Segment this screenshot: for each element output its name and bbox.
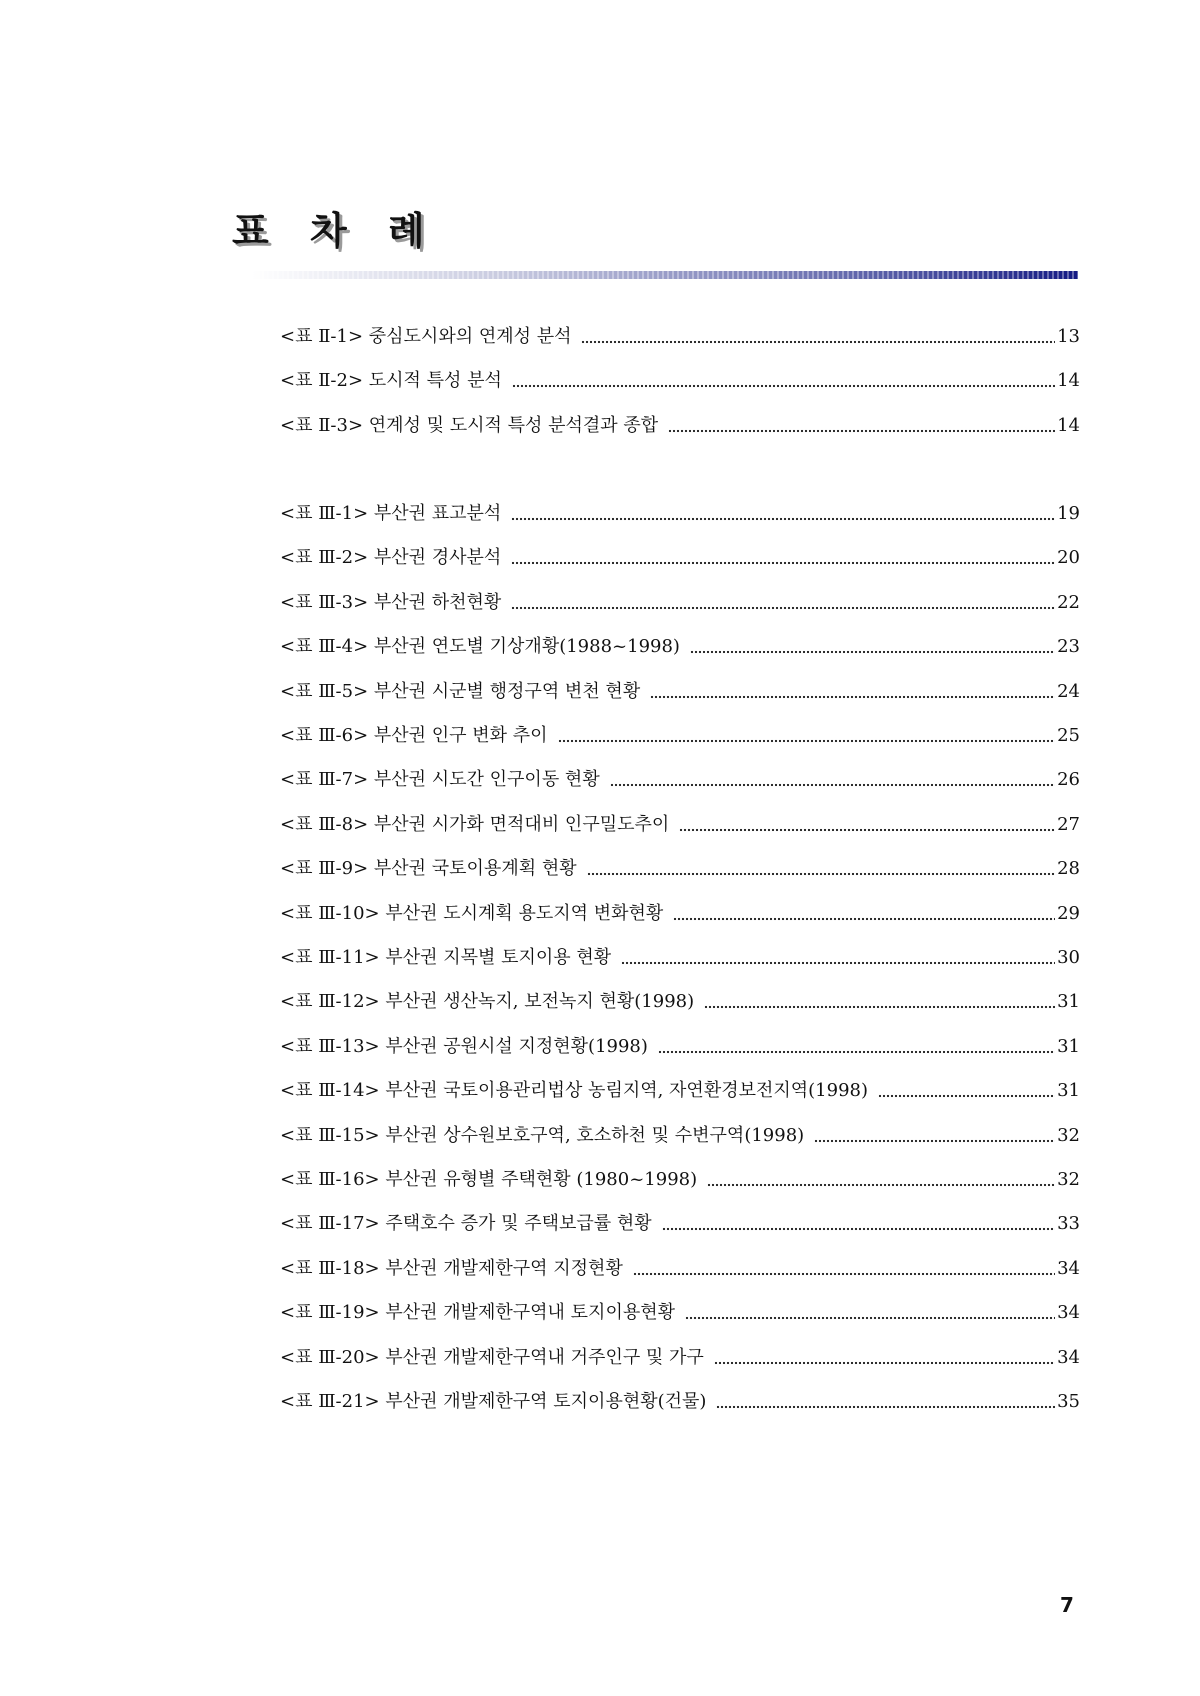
page-title: 표 차 례 xyxy=(232,209,439,253)
toc-entry-label: <표 Ⅲ-1> 부산권 표고분석 xyxy=(280,503,502,524)
toc-entry[interactable] xyxy=(280,721,1080,751)
toc-entry-label: <표 Ⅲ-13> 부산권 공원시설 지정현황(1998) xyxy=(280,1035,648,1057)
dot-leader xyxy=(633,1265,1055,1276)
toc-entry[interactable] xyxy=(280,899,1080,929)
toc-entry[interactable] xyxy=(280,854,1080,884)
toc-entry-label: <표 Ⅲ-10> 부산권 도시계획 용도지역 변화현황 xyxy=(280,902,664,924)
page-number: 7 xyxy=(1060,1593,1074,1617)
toc-entry[interactable] xyxy=(280,1076,1080,1106)
toc-entry[interactable] xyxy=(280,411,1080,441)
toc-entry[interactable] xyxy=(280,366,1080,396)
toc-entry-page: 34 xyxy=(1057,1346,1080,1368)
toc-entry-page: 14 xyxy=(1057,370,1080,392)
toc-entry[interactable] xyxy=(280,588,1080,618)
toc-entry[interactable] xyxy=(280,765,1080,795)
toc-entry-label: <표 Ⅲ-7> 부산권 시도간 인구이동 현황 xyxy=(280,769,600,791)
toc-entry-page: 25 xyxy=(1057,725,1080,746)
toc-entry[interactable] xyxy=(280,1254,1080,1284)
toc-entry-page: 32 xyxy=(1057,1169,1080,1190)
toc-entry-page: 26 xyxy=(1057,769,1080,791)
toc-entry-page: 23 xyxy=(1057,636,1080,658)
toc-entry-page: 29 xyxy=(1057,902,1080,924)
toc-entry[interactable] xyxy=(280,943,1080,973)
toc-entry[interactable] xyxy=(280,677,1080,707)
toc-entry-label: <표 Ⅲ-9> 부산권 국토이용계획 현황 xyxy=(280,858,577,880)
toc-entry-page: 27 xyxy=(1057,813,1080,835)
dot-leader xyxy=(512,377,1055,388)
toc-entry-label: <표 Ⅲ-3> 부산권 하천현황 xyxy=(280,591,502,613)
toc-entry-label: <표 Ⅱ-1> 중심도시와의 연계성 분석 xyxy=(280,326,572,347)
toc-entry[interactable] xyxy=(280,1032,1080,1062)
dot-leader xyxy=(587,865,1055,876)
toc-entry-page: 33 xyxy=(1057,1213,1080,1235)
dot-leader xyxy=(610,776,1055,787)
toc-entry-page: 22 xyxy=(1057,591,1080,613)
dot-leader xyxy=(714,1354,1055,1365)
toc-entry-page: 31 xyxy=(1057,991,1080,1013)
toc-entry[interactable] xyxy=(280,810,1080,840)
toc-entry[interactable] xyxy=(280,543,1080,573)
dot-leader xyxy=(679,821,1055,832)
dot-leader xyxy=(878,1087,1055,1098)
toc-entry[interactable] xyxy=(280,632,1080,662)
dot-leader xyxy=(658,1043,1055,1054)
toc-entry[interactable] xyxy=(280,1165,1080,1195)
toc-entry-page: 20 xyxy=(1057,547,1080,569)
dot-leader xyxy=(685,1309,1055,1320)
toc-entry-page: 30 xyxy=(1057,947,1080,968)
dot-leader xyxy=(690,643,1055,654)
toc-entry-label: <표 Ⅲ-8> 부산권 시가화 면적대비 인구밀도추이 xyxy=(280,813,670,835)
toc-entry-label: <표 Ⅲ-20> 부산권 개발제한구역내 거주인구 및 가구 xyxy=(280,1346,704,1368)
dot-leader xyxy=(704,998,1055,1009)
dot-leader xyxy=(511,599,1055,610)
toc-entry[interactable] xyxy=(280,987,1080,1017)
toc-entry-page: 31 xyxy=(1057,1080,1080,1102)
toc-entry-page: 14 xyxy=(1057,414,1080,436)
table-of-tables xyxy=(280,0,1080,1696)
toc-entry-page: 13 xyxy=(1057,326,1080,347)
dot-leader xyxy=(707,1176,1055,1187)
toc-entry-page: 32 xyxy=(1057,1124,1080,1146)
toc-entry-label: <표 Ⅲ-5> 부산권 시군별 행정구역 변천 현황 xyxy=(280,680,641,702)
dot-leader xyxy=(621,954,1055,965)
toc-entry-label: <표 Ⅲ-16> 부산권 유형별 주택현황 (1980~1998) xyxy=(280,1169,698,1190)
toc-entry[interactable] xyxy=(280,1387,1080,1417)
toc-entry-page: 35 xyxy=(1057,1391,1080,1412)
dot-leader xyxy=(668,422,1055,433)
toc-entry-page: 31 xyxy=(1057,1035,1080,1057)
toc-entry-label: <표 Ⅲ-12> 부산권 생산녹지, 보전녹지 현황(1998) xyxy=(280,991,695,1013)
toc-entry-label: <표 Ⅱ-3> 연계성 및 도시적 특성 분석결과 종합 xyxy=(280,414,659,436)
toc-entry[interactable] xyxy=(280,322,1080,352)
dot-leader xyxy=(716,1398,1055,1409)
dot-leader xyxy=(662,1220,1055,1231)
dot-leader xyxy=(511,510,1055,521)
toc-entry[interactable] xyxy=(280,1121,1080,1151)
toc-entry-label: <표 Ⅲ-21> 부산권 개발제한구역 토지이용현황(건물) xyxy=(280,1391,707,1412)
toc-entry-label: <표 Ⅲ-2> 부산권 경사분석 xyxy=(280,547,502,569)
toc-entry-label: <표 Ⅲ-11> 부산권 지목별 토지이용 현황 xyxy=(280,947,612,968)
toc-entry-label: <표 Ⅲ-15> 부산권 상수원보호구역, 호소하천 및 수변구역(1998) xyxy=(280,1124,805,1146)
toc-entry-label: <표 Ⅲ-4> 부산권 연도별 기상개황(1988~1998) xyxy=(280,636,680,658)
toc-entry-label: <표 Ⅲ-6> 부산권 인구 변화 추이 xyxy=(280,725,548,746)
toc-entry-page: 24 xyxy=(1057,680,1080,702)
toc-entry[interactable] xyxy=(280,1343,1080,1373)
toc-entry-page: 34 xyxy=(1057,1257,1080,1279)
dot-leader xyxy=(581,333,1055,344)
toc-entry-page: 28 xyxy=(1057,858,1080,880)
dot-leader xyxy=(511,554,1055,565)
toc-entry-label: <표 Ⅲ-18> 부산권 개발제한구역 지정현황 xyxy=(280,1257,623,1279)
toc-entry[interactable] xyxy=(280,1298,1080,1328)
toc-entry[interactable] xyxy=(280,499,1080,529)
toc-entry-label: <표 Ⅲ-14> 부산권 국토이용관리법상 농림지역, 자연환경보전지역(1998) xyxy=(280,1080,869,1102)
dot-leader xyxy=(673,910,1055,921)
toc-entry-label: <표 Ⅲ-17> 주택호수 증가 및 주택보급률 현황 xyxy=(280,1213,652,1235)
dot-leader xyxy=(814,1132,1055,1143)
toc-entry[interactable] xyxy=(280,1209,1080,1239)
toc-entry-page: 34 xyxy=(1057,1302,1080,1324)
dot-leader xyxy=(558,732,1056,743)
toc-entry-page: 19 xyxy=(1057,503,1080,524)
dot-leader xyxy=(650,688,1055,699)
toc-entry-label: <표 Ⅱ-2> 도시적 특성 분석 xyxy=(280,370,502,392)
toc-entry-label: <표 Ⅲ-19> 부산권 개발제한구역내 토지이용현황 xyxy=(280,1302,675,1324)
